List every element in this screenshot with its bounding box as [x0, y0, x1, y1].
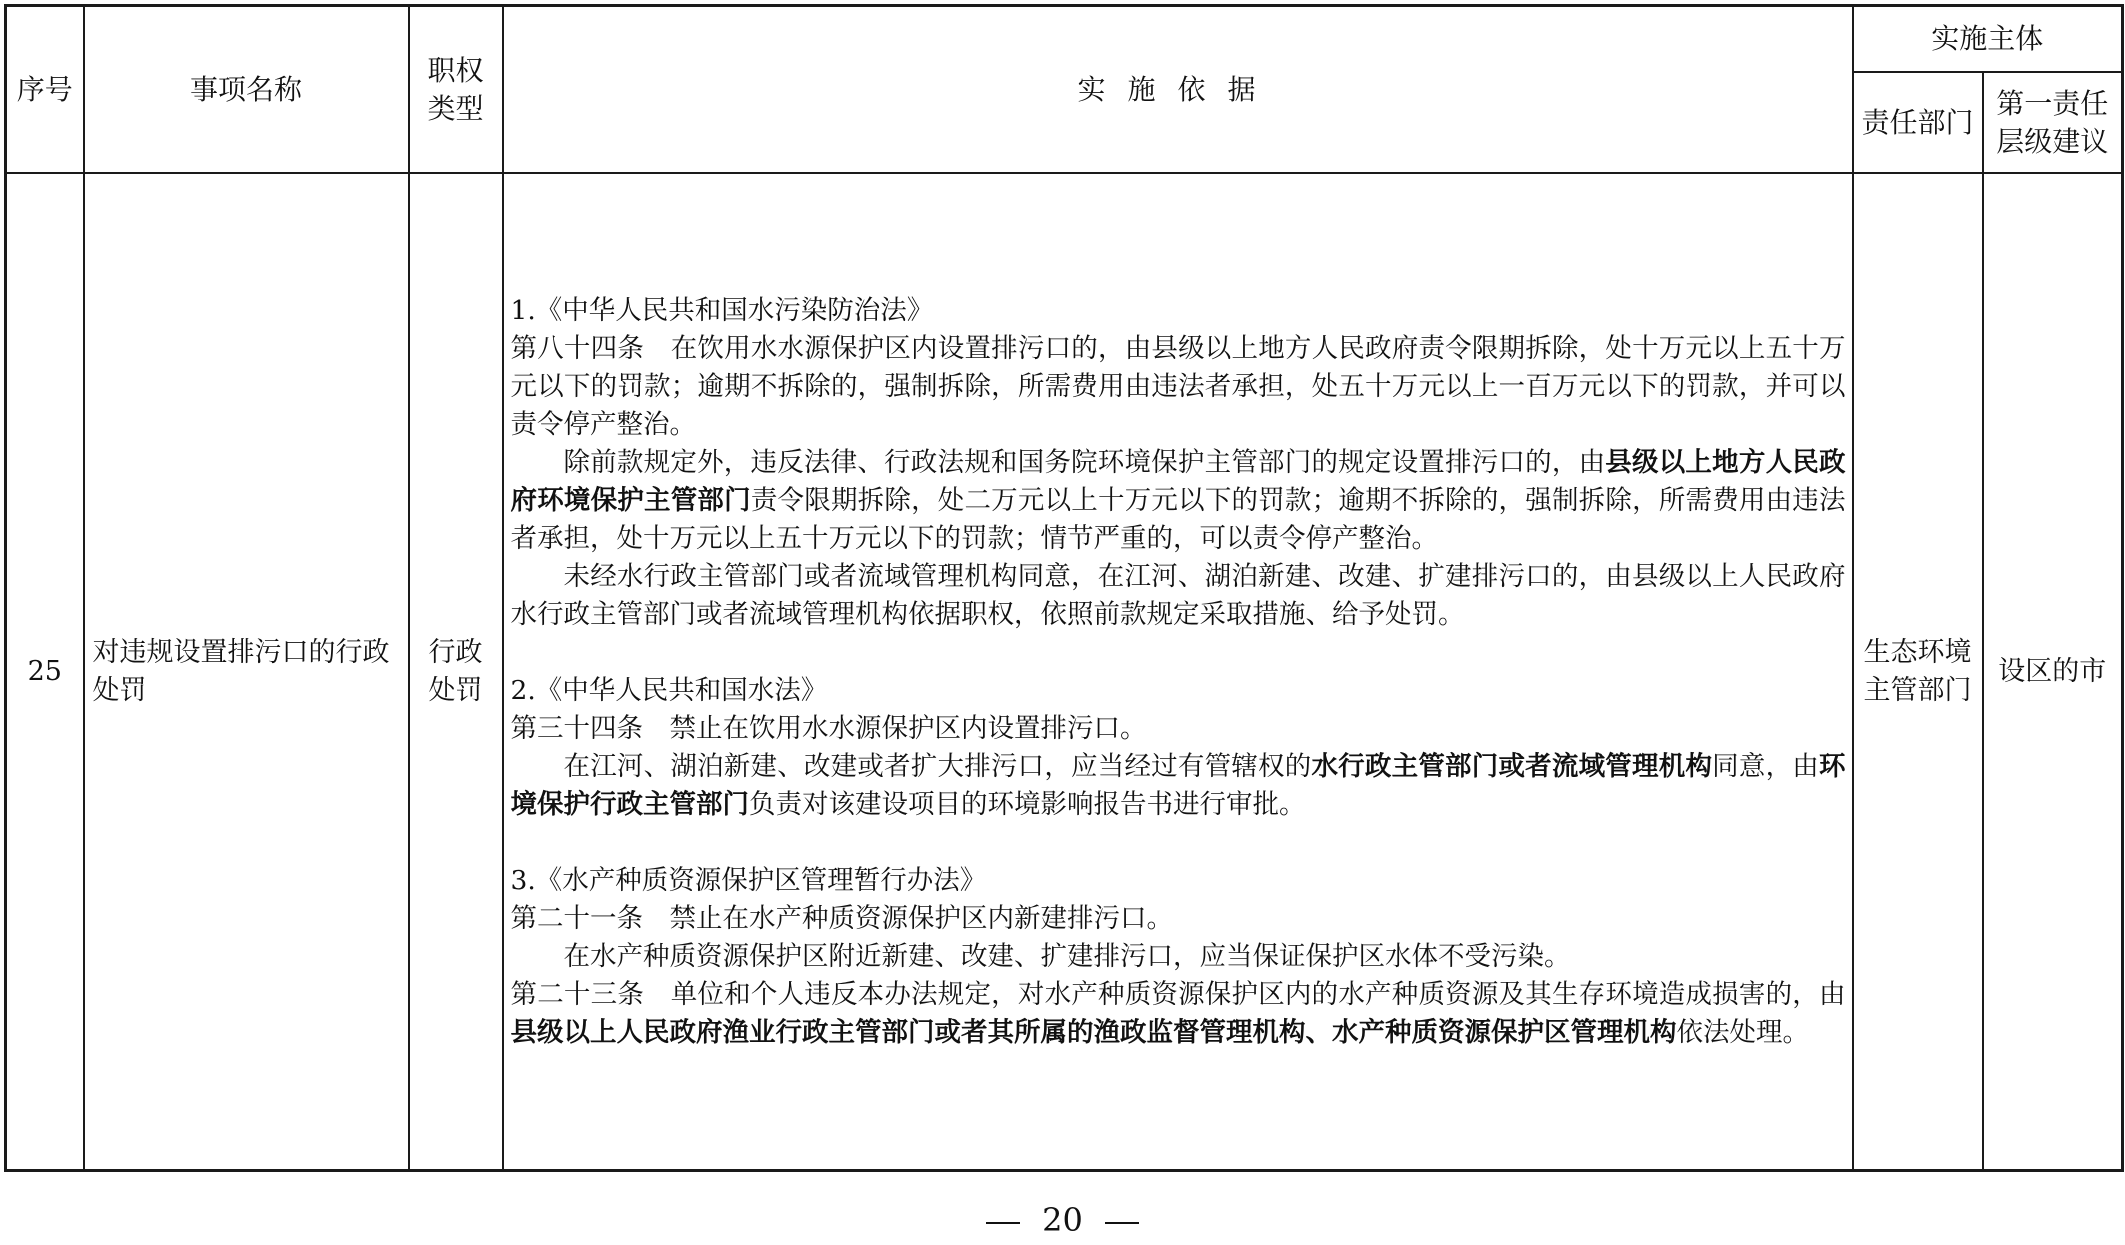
law-text: 负责对该建设项目的环境影响报告书进行审批。: [749, 788, 1306, 820]
enforcement-table: [4, 4, 2124, 1172]
row-power-type: [409, 173, 503, 1171]
law-paragraph: [511, 330, 1846, 444]
law-title: 3.《水产种质资源保护区管理暂行办法》: [510, 864, 987, 896]
law-paragraph: [511, 710, 1846, 748]
footer-dash-right: [1105, 1222, 1139, 1224]
row-seq: 25: [6, 173, 84, 1171]
row-basis: [503, 173, 1853, 1171]
law-text: 在江河、湖泊新建、改建或者扩大排污口，应当经过有管辖权的: [563, 750, 1312, 782]
row-item-name: 对违规设置排污口的行政处罚: [84, 173, 409, 1171]
law-text: 责令限期拆除，处二万元以上十万元以下的罚款；逾期不拆除的，强制拆除，所需费用由违法者承担，处十万元以上五十万元以下的罚款；情节严重的，可以责令停产整治。: [510, 484, 1846, 554]
law-text: 依法处理。: [1676, 1016, 1809, 1048]
header-first-level: [1983, 72, 2123, 173]
emphasized-authority: 环境保护行政主管部门: [510, 750, 1846, 820]
law-text: 第二十三条 单位和个人违反本办法规定，对水产种质资源保护区内的水产种质资源及其生存环境造成损害的，由: [510, 978, 1846, 1010]
law-block: [511, 672, 1846, 824]
law-paragraph: [511, 558, 1846, 634]
law-paragraph: [511, 938, 1846, 976]
law-title: 2.《中华人民共和国水法》: [510, 674, 828, 706]
row-first-level: 设区的市: [1983, 173, 2123, 1171]
emphasized-authority: 水行政主管部门或者流域管理机构: [1311, 750, 1713, 782]
header-basis: 实施依据: [503, 6, 1853, 174]
header-implementing-subject: 实施主体: [1853, 6, 2123, 73]
emphasized-authority: 县级以上地方人民政府环境保护主管部门: [510, 446, 1846, 516]
law-spacer: [511, 824, 1846, 862]
law-text: 第八十四条 在饮用水水源保护区内设置排污口的，由县级以上地方人民政府责令限期拆除，处十万元以上五十万元以下的罚款；逾期不拆除的，强制拆除，所需费用由违法者承担，处五十万元以上一百万元以下的罚款，并可以责令停产整治。: [510, 332, 1846, 440]
header-item-name: 事项名称: [84, 6, 409, 174]
law-paragraph: [511, 976, 1846, 1052]
emphasized-authority: 县级以上人民政府渔业行政主管部门或者其所属的渔政监督管理机构、水产种质资源保护区管理机构: [510, 1016, 1677, 1048]
law-block: [511, 292, 1846, 634]
law-text: 未经水行政主管部门或者流域管理机构同意，在江河、湖泊新建、改建、扩建排污口的，由县级以上人民政府水行政主管部门或者流域管理机构依据职权，依照前款规定采取措施、给予处罚。: [510, 560, 1846, 630]
row-responsible-dept-label: 生态环境主管部门: [1863, 636, 1972, 706]
footer-dash-left: [986, 1222, 1020, 1224]
law-block: [511, 862, 1846, 1052]
header-power-type-label: 职权类型: [427, 53, 484, 125]
header-responsible-dept: 责任部门: [1853, 72, 1983, 173]
header-first-level-label: 第一责任层级建议: [1996, 86, 2109, 158]
law-text: 第二十一条 禁止在水产种质资源保护区内新建排污口。: [510, 902, 1173, 934]
law-text: 除前款规定外，违反法律、行政法规和国务院环境保护主管部门的规定设置排污口的，由: [563, 446, 1606, 478]
page-number: 20: [1042, 1201, 1083, 1239]
table-row: [6, 173, 2123, 1171]
law-paragraph: [511, 444, 1846, 558]
row-power-type-label: 行政处罚: [428, 636, 483, 706]
law-text: 在水产种质资源保护区附近新建、改建、扩建排污口，应当保证保护区水体不受污染。: [563, 940, 1571, 972]
header-power-type: [409, 6, 503, 174]
row-responsible-dept: [1853, 173, 1983, 1171]
law-title: 1.《中华人民共和国水污染防治法》: [510, 294, 934, 326]
law-text: 第三十四条 禁止在饮用水水源保护区内设置排污口。: [510, 712, 1147, 744]
law-paragraph: [511, 900, 1846, 938]
law-paragraph: [511, 748, 1846, 824]
header-seq: 序号: [6, 6, 84, 174]
law-text: 同意，由: [1712, 750, 1820, 782]
page-footer: [0, 1200, 2125, 1240]
basis-content: [511, 292, 1846, 1052]
law-spacer: [511, 634, 1846, 672]
